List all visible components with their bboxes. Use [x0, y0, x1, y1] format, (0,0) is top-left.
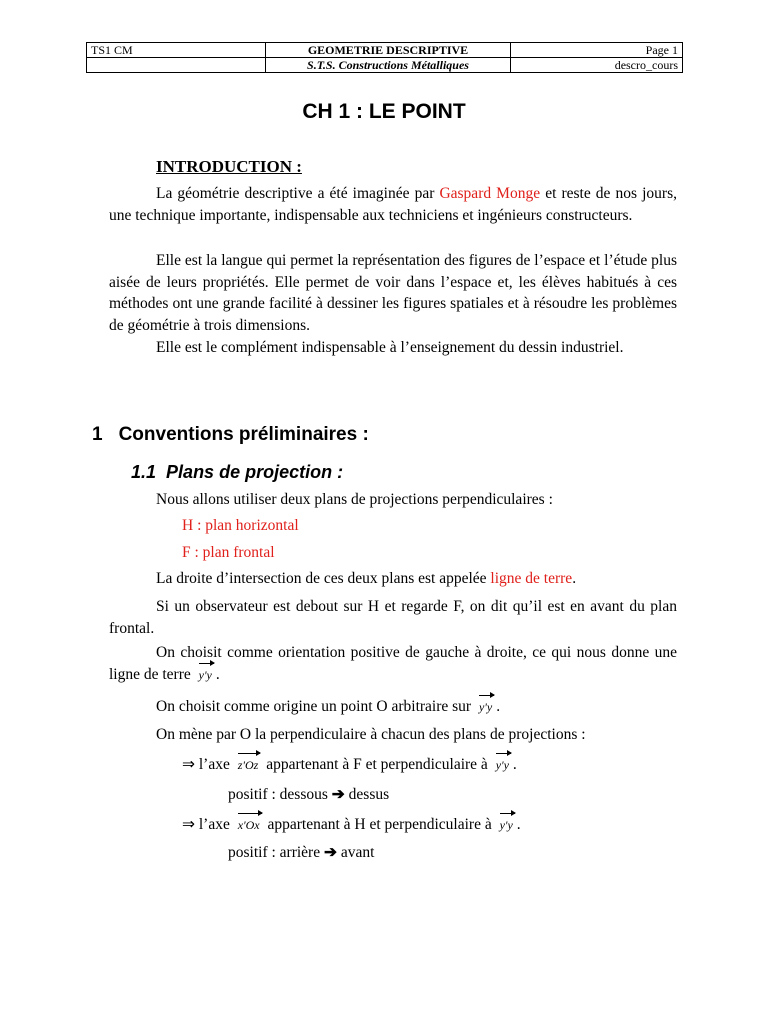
header-class: TS1 CM	[87, 43, 266, 58]
axis-x-positive: positif : arrière ➔ avant	[228, 844, 375, 861]
orientation-paragraph: On choisit comme orientation positive de gauche à droite, ce qui nous donne une ligne de terre y'y .	[109, 642, 677, 686]
vector-yy: y'y	[477, 697, 494, 717]
intro-planes: Nous allons utiliser deux plans de projections perpendiculaires :	[156, 491, 553, 508]
page-title: CH 1 : LE POINT	[302, 100, 466, 123]
monge-name: Gaspard Monge	[439, 185, 541, 202]
vector-yy: y'y	[498, 815, 515, 835]
implies-icon: ⇒	[182, 816, 195, 833]
axis-z-positive: positif : dessous ➔ dessus	[228, 786, 390, 803]
axis-x-line: ⇒ l’axe x'Ox appartenant à H et perpendiculaire à y'y .	[182, 816, 521, 833]
intro-paragraph-2: Elle est la langue qui permet la représentation des figures de l’espace et l’étude plus aisée de leurs propriétés. Elle permet de voir dans l’espace et, les élèves habitués à ces méthodes ont une grande facilité à dessiner les figures spatiales et à résoudre les problèmes de géométrie à trois dimensions.	[109, 252, 677, 334]
header-file: descro_cours	[511, 58, 683, 73]
ground-line-term: ligne de terre	[490, 570, 573, 587]
intro-paragraph-1: La géométrie descriptive a été imaginée par Gaspard Monge et reste de nos jours, une technique importante, indispensable aux techniciens et ingénieurs constructeurs.	[109, 185, 678, 224]
section-1-heading: 1 Conventions préliminaires :	[92, 424, 369, 445]
header-page: Page 1	[511, 43, 683, 58]
vector-yy: y'y	[494, 755, 511, 775]
header-subject: GEOMETRIE DESCRIPTIVE	[266, 43, 511, 58]
vector-xox: x'Ox	[236, 815, 262, 835]
observer-paragraph: Si un observateur est debout sur H et regarde F, on dit qu’il est en avant du plan frontal.	[109, 598, 677, 637]
axis-z-line: ⇒ l’axe z'Oz appartenant à F et perpendiculaire à y'y .	[182, 756, 517, 773]
origin-line: On choisit comme origine un point O arbitraire sur y'y .	[156, 698, 501, 715]
intro-paragraph-3: Elle est le complément indispensable à l’enseignement du dessin industriel.	[156, 339, 624, 356]
plane-f: F : plan frontal	[182, 544, 275, 561]
header-table	[86, 42, 683, 73]
implies-icon: ⇒	[182, 756, 195, 773]
intro-heading: INTRODUCTION :	[156, 157, 302, 176]
section-1-1-heading: 1.1 Plans de projection :	[131, 462, 344, 482]
header-course: S.T.S. Constructions Métalliques	[266, 58, 511, 73]
arrow-icon: ➔	[323, 844, 337, 861]
vector-zoz: z'Oz	[236, 755, 261, 775]
ground-line-definition: La droite d’intersection de ces deux plans est appelée ligne de terre.	[156, 570, 577, 587]
perpendicular-line: On mène par O la perpendiculaire à chacun des plans de projections :	[156, 726, 586, 743]
arrow-icon: ➔	[331, 786, 345, 803]
vector-yy: y'y	[197, 665, 214, 687]
plane-h: H : plan horizontal	[182, 517, 299, 534]
header-empty-cell	[87, 58, 266, 73]
